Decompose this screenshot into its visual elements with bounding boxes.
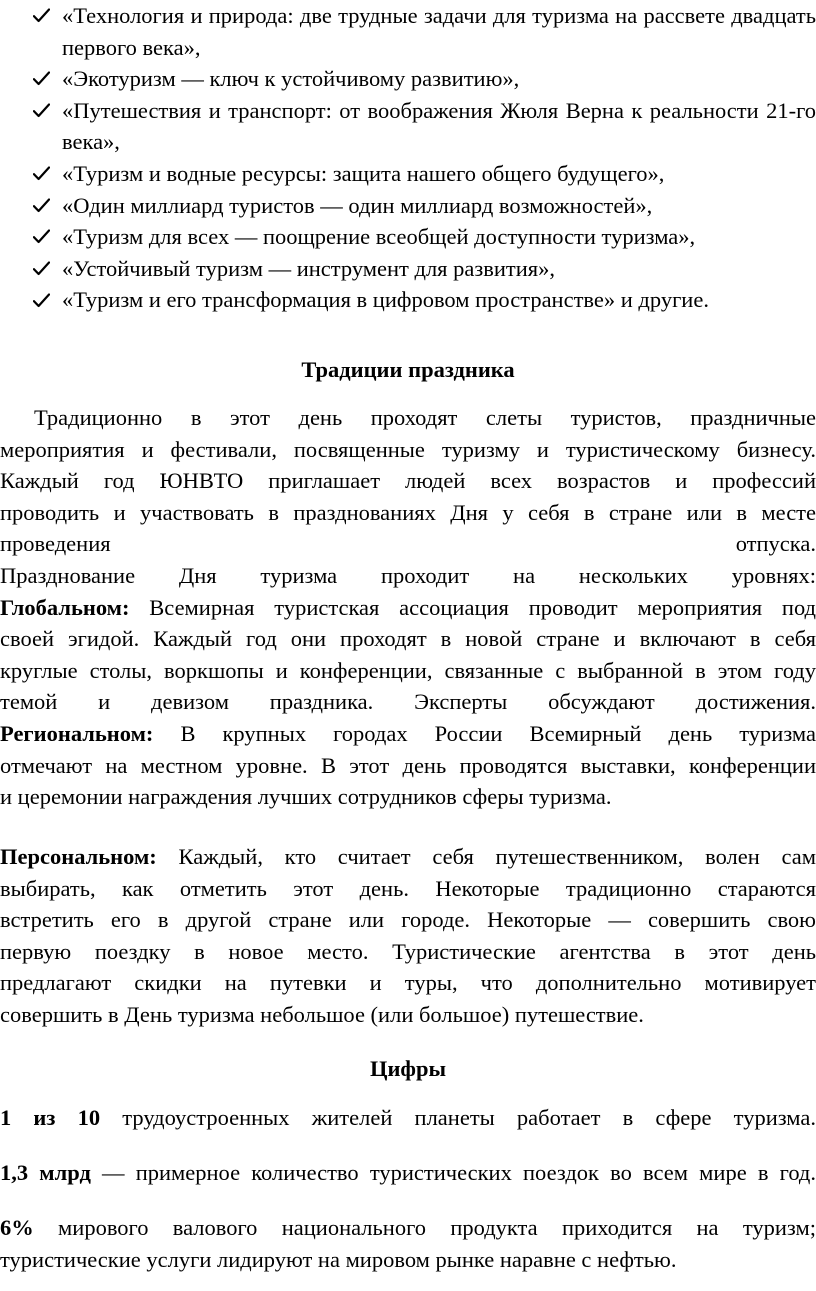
text-line: 1 из 10 трудоустроенных жителей планеты работает в сфере туризма. [0,1105,816,1130]
fact-paragraph [0,1212,816,1275]
checklist-item-text: «Туризм для всех — поощрение всеобщей доступности туризма», [62,224,696,250]
checklist-item-text: «Экотуризм — ключ к устойчивому развитию», [62,66,520,92]
text-line: Празднование Дня туризма проходит на нескольких уровнях: [0,562,816,588]
text-line: Глобальном: Всемирная туристская ассоциация проводит мероприятия под [0,594,816,620]
text-line: выбирать, как отметить этот день. Некоторые традиционно стараются [0,875,816,901]
text-line: темой и девизом праздника. Эксперты обсуждают достижения. [0,689,816,715]
checkmark-icon [33,0,51,32]
themes-checklist [0,0,816,316]
regional-level-label: Региональном: [0,720,154,746]
text-line: проводить и участвовать в празднованиях Дня у себя в стране или в месте [0,499,816,525]
checkmark-icon [33,190,51,222]
checklist-item [0,158,816,190]
traditions-heading: Традиции праздника [301,357,515,382]
text-line: 1,3 млрд — примерное количество туристических поездок во всем мире в год. [0,1160,816,1185]
traditions-intro-paragraph [0,402,816,813]
personal-level-paragraph [0,841,816,1031]
checklist-item [0,190,816,222]
text-line: отмечают на местном уровне. В этот день проводятся выставки, конференции [0,752,816,778]
checklist-item [0,63,816,95]
text-line: круглые столы, воркшопы и конференции, связанные с выбранной в этом году [0,657,816,683]
checkmark-icon [33,284,51,316]
text-line: Региональном: В крупных городах России Всемирный день туризма [0,720,816,746]
checklist-item [0,221,816,253]
text-line: совершить в День туризма небольшое (или большое) путешествие. [0,1001,644,1027]
checklist-item-text: «Один миллиард туристов — один миллиард возможностей», [62,192,653,218]
text-line: Традиционно в этот день проходят слеты туристов, праздничные [34,405,816,430]
fact-number: 6% [0,1215,34,1240]
checkmark-icon [33,158,51,190]
fact-number: 1,3 млрд [0,1160,91,1185]
text-line: Персональном: Каждый, кто считает себя путешественником, волен сам [0,844,816,869]
text-line: туристические услуги лидируют на мировом рынке наравне с нефтью. [0,1246,677,1272]
checklist-item-text: «Технология и природа: две трудные задачи для туризма на рассвете двадцать первого века», [62,3,816,60]
checklist-item-text: «Путешествия и транспорт: от воображения Жюля Верна к реальности 21-го века», [62,97,816,155]
text-line: первую поездку в новое место. Туристические агентства в этот день [0,938,816,964]
text-line: мероприятия и фестивали, посвященные туризму и туристическому бизнесу. [0,436,816,462]
checklist-item [0,95,816,158]
checklist-item-text: «Устойчивый туризм — инструмент для развития», [62,255,556,281]
personal-level-label: Персональном: [0,844,157,869]
checklist-item-text: «Туризм и водные ресурсы: защита нашего общего будущего», [62,160,665,186]
text-line: Каждый год ЮНВТО приглашает людей всех возрастов и профессий [0,468,816,494]
global-level-label: Глобальном: [0,594,130,620]
checkmark-icon [33,63,51,95]
checklist-item [0,253,816,285]
figures-heading: Цифры [369,1056,447,1081]
checklist-item [0,284,816,316]
checkmark-icon [33,221,51,253]
text-line: 6% мирового валового национального продукта приходится на туризм; [0,1215,816,1240]
text-line: своей эгидой. Каждый год они проходят в новой стране и включают в себя [0,626,816,652]
text-line: проведения отпуска. [0,531,816,557]
fact-paragraph [0,1102,816,1134]
checkmark-icon [33,95,51,127]
fact-paragraph [0,1157,816,1189]
fact-number: 1 из 10 [0,1105,101,1130]
checklist-item [0,0,816,63]
checklist-item-text: «Туризм и его трансформация в цифровом пространстве» и другие. [62,287,709,313]
text-line: предлагают скидки на путевки и туры, что дополнительно мотивирует [0,970,816,996]
text-line: и церемонии награждения лучших сотрудников сферы туризма. [0,784,612,810]
text-line: встретить его в другой стране или городе. Некоторые — совершить свою [0,907,816,933]
checkmark-icon [33,253,51,285]
